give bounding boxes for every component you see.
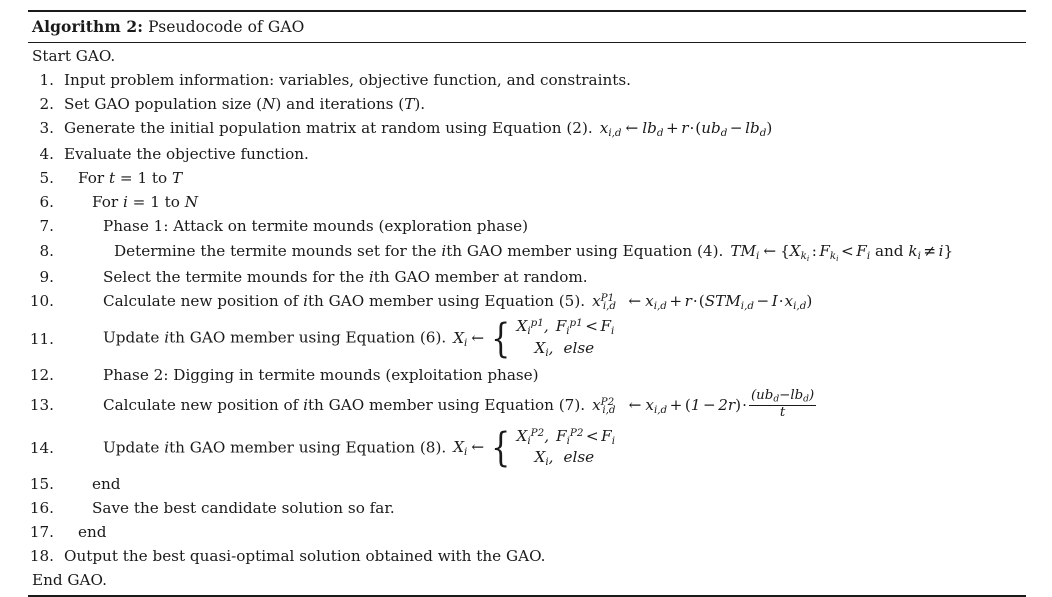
math-var: i [164, 438, 170, 457]
step-number: 8. [39, 241, 54, 260]
step-text-pre: Determine the termite mounds set for the [114, 241, 442, 260]
step-line [28, 239, 1026, 265]
step-text-post: th GAO member using Equation (6). [169, 329, 447, 347]
step-text [62, 424, 1026, 471]
step-text-pre: Calculate new position of [103, 395, 304, 414]
step-text-mid: = 1 to [115, 169, 173, 187]
step-line [28, 363, 1026, 387]
fraction: $\frac{(ub_d-lb_d)}{t}$ [750, 387, 815, 421]
start-line: Start GAO. [32, 47, 116, 66]
step-line [28, 92, 1026, 116]
math-var: T [404, 94, 415, 113]
step-line [28, 424, 1026, 472]
piecewise-cases: { $X_i^{p1}$, $F_i^{p1} < F_i$ $X_i$, else [491, 315, 615, 362]
algorithm-title [28, 12, 1026, 42]
step-number: 18. [29, 547, 54, 566]
step-number: 16. [29, 499, 54, 518]
step-text: Input problem information: variables, objective function, and constraints. [64, 70, 631, 89]
bottom-rule [28, 595, 1026, 597]
step-line [28, 472, 1026, 496]
math-var: i [368, 267, 374, 286]
step-formula: $X_i$ ← { $X_i^{p1}$, $F_i^{p1} < F_i$ $X_i$, else [453, 315, 615, 362]
algorithm-box [28, 10, 1026, 597]
step-number: 15. [29, 474, 54, 493]
step-line [28, 215, 1026, 239]
step-text-post: th GAO member using Equation (4). [446, 241, 724, 260]
step-line [28, 545, 1026, 569]
step-formula: $X_i$ ← { $X_i^{P2}$, $F_i^{P2} < F_i$ $X_i$, else [453, 424, 616, 471]
step-line [28, 387, 1026, 424]
step-number: 1. [39, 70, 54, 89]
step-line [28, 315, 1026, 363]
math-var: i [164, 329, 170, 347]
step-text-mid: = 1 to [127, 193, 185, 212]
step-formula: $x^{P1}_{i,d}$ ← $x_{i,d} + r\cdot(STM_{i,d} - I\cdot x_{i,d})$ [592, 291, 813, 312]
step-text-post: th GAO member using Equation (7). [307, 395, 586, 414]
step-text: end [92, 474, 121, 493]
step-number: 12. [29, 365, 54, 384]
step-text-post: th GAO member using Equation (8). [169, 438, 447, 457]
step-text: end [78, 523, 107, 542]
step-number: 13. [29, 396, 54, 415]
step-text: Save the best candidate solution so far. [92, 499, 395, 518]
step-text: Phase 1: Attack on termite mounds (exploration phase) [103, 217, 528, 236]
step-text [62, 387, 1026, 422]
math-var: i [303, 291, 308, 310]
math-var: i [122, 193, 128, 212]
step-number: 5. [39, 169, 54, 187]
math-var: N [262, 94, 276, 113]
step-formula: $x_{i,d}$ ← $lb_d + r\cdot(ub_d - lb_d)$ [599, 118, 773, 139]
piecewise-cases: { $X_i^{P2}$, $F_i^{P2} < F_i$ $X_i$, else [491, 424, 616, 471]
algorithm-body [28, 43, 1026, 595]
step-number: 4. [39, 144, 54, 163]
step-number: 3. [39, 118, 54, 137]
step-formula: $x^{P2}_{i,d}$ ← $x_{i,d} + (1 - 2r)\cdot$ $\frac{(ub_d-lb_d)}{t}$ [592, 387, 815, 421]
step-text [62, 117, 1026, 142]
step-line [28, 265, 1026, 289]
step-text-pre: Calculate new position of [103, 291, 304, 310]
math-var: i [303, 395, 308, 414]
math-var: N [184, 193, 199, 212]
step-text-pre: For [92, 193, 123, 212]
step-number: 6. [39, 193, 54, 212]
step-line [28, 289, 1026, 315]
math-var: T [172, 169, 183, 187]
step-line [28, 166, 1026, 190]
step-number: 17. [29, 523, 54, 542]
step-number: 2. [39, 94, 54, 113]
step-line [28, 521, 1026, 545]
step-text [62, 290, 1026, 315]
step-text [62, 191, 1026, 214]
step-text-mid: ) and iterations ( [275, 94, 405, 113]
math-var: t [108, 169, 116, 187]
step-line [28, 68, 1026, 92]
step-text: Evaluate the objective function. [64, 144, 309, 163]
step-formula: $TM_i$ ← {$X_{k_i}$ : $F_{k_i} < F_i$ and $k_i \ne i$} [730, 241, 954, 263]
step-text-body: Generate the initial population matrix at random using Equation (2). [64, 118, 593, 137]
step-number: 7. [39, 217, 54, 236]
step-text-pre: For [78, 169, 109, 187]
step-text [62, 317, 1026, 360]
step-text [62, 266, 1026, 289]
step-line [28, 190, 1026, 214]
step-text-pre: Update [103, 438, 165, 457]
step-line [28, 496, 1026, 520]
algorithm-title-label: Algorithm 2: [32, 17, 144, 36]
step-line [28, 116, 1026, 142]
step-text: Output the best quasi-optimal solution obtained with the GAO. [64, 547, 546, 566]
step-text [62, 93, 1026, 116]
step-text-post: ). [414, 94, 426, 113]
end-line: End GAO. [32, 570, 107, 589]
step-text [62, 240, 1026, 265]
step-text-pre: Set GAO population size ( [64, 94, 263, 113]
step-text-post: th GAO member at random. [373, 267, 588, 286]
step-number: 9. [39, 267, 54, 286]
step-text: Phase 2: Digging in termite mounds (exploitation phase) [103, 365, 539, 384]
step-text-pre: Select the termite mounds for the [103, 267, 369, 286]
step-number: 11. [29, 329, 54, 348]
step-line [28, 142, 1026, 166]
step-text-post: th GAO member using Equation (5). [307, 291, 586, 310]
step-number: 10. [29, 291, 54, 310]
step-text-pre: Update [103, 329, 165, 347]
algorithm-title-text: Pseudocode of GAO [143, 18, 305, 36]
step-text [62, 167, 1026, 190]
step-number: 14. [29, 438, 54, 457]
math-var: i [441, 241, 447, 260]
